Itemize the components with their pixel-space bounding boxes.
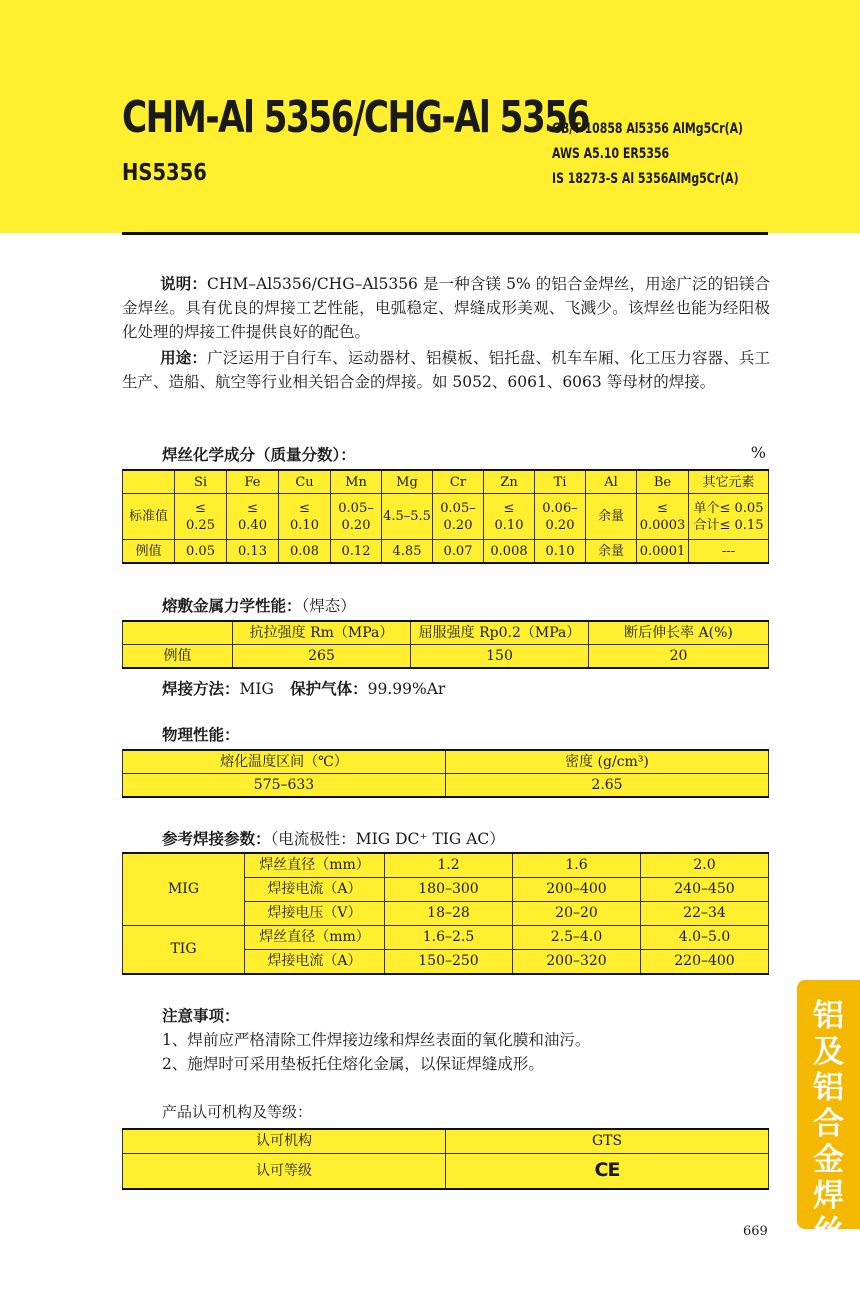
params-cell: 180–300 <box>385 878 513 902</box>
mechanical-cell: 265 <box>233 645 411 669</box>
chemical-header-row <box>123 470 769 494</box>
certification-cell: 认可机构 <box>123 1129 446 1154</box>
chemical-header-cell <box>123 470 175 494</box>
category-side-tab <box>797 980 860 1250</box>
header-divider <box>122 232 768 235</box>
description-text: CHM–Al5356/CHG–Al5356 是一种含镁 5% 的铝合金焊丝，用途广泛的铝镁合金焊丝。具有优良的焊接工艺性能，电弧稳定、焊缝成形美观、飞溅少。该焊丝也能为经阳极化处理的焊接工件提供良好的配色。 <box>122 275 770 341</box>
chemical-example-cell: 0.13 <box>227 540 279 564</box>
chemical-header-cell: Zn <box>484 470 535 494</box>
params-title-note: （电流极性：MIG DC⁺ TIG AC） <box>270 830 505 848</box>
standards-list <box>552 117 743 192</box>
physical-cell: 2.65 <box>446 774 769 798</box>
header-band <box>0 0 860 233</box>
mechanical-header-cell: 抗拉强度 Rm（MPa） <box>233 621 411 645</box>
standard-iso: IS 18273-S Al 5356AlMg5Cr(A) <box>552 171 739 187</box>
standard-aws: AWS A5.10 ER5356 <box>552 146 670 162</box>
chemical-example-cell: 0.0001 <box>637 540 689 564</box>
params-title-text: 参考焊接参数： <box>162 830 271 848</box>
params-cell: 焊接电压（V） <box>245 902 385 926</box>
params-cell: 150–250 <box>385 950 513 975</box>
params-cell: 1.6 <box>513 853 641 878</box>
params-cell: 18–28 <box>385 902 513 926</box>
chemical-example-cell: 例值 <box>123 540 175 564</box>
chemical-standard-cell: ≤ 0.10 <box>484 494 535 540</box>
physical-value-row <box>123 774 769 798</box>
mechanical-cell: 20 <box>589 645 769 669</box>
params-cell: 焊丝直径（mm） <box>245 926 385 950</box>
certification-table <box>122 1128 769 1190</box>
params-table <box>122 852 769 975</box>
shielding-gas-label: 保护气体： <box>290 680 368 698</box>
chemical-table <box>122 469 769 564</box>
chemical-standard-cell: ≤ 0.25 <box>175 494 227 540</box>
params-row <box>123 926 769 950</box>
chemical-standard-cell: 标准值 <box>123 494 175 540</box>
chemical-header-cell: Mg <box>382 470 433 494</box>
chemical-header-cell: Si <box>175 470 227 494</box>
notes-section <box>162 1004 590 1076</box>
params-cell: 4.0–5.0 <box>641 926 769 950</box>
params-cell: 焊接电流（A） <box>245 950 385 975</box>
params-cell: 240–450 <box>641 878 769 902</box>
chemical-standard-cell: 4.5–5.5 <box>382 494 433 540</box>
chemical-standard-cell: 单个≤ 0.05 合计≤ 0.15 <box>689 494 769 540</box>
chemical-example-cell: 0.008 <box>484 540 535 564</box>
chemical-standard-cell: ≤ 0.0003 <box>637 494 689 540</box>
welding-method-value: MIG <box>239 680 274 698</box>
chemical-header-cell: Al <box>586 470 637 494</box>
chemical-example-cell: 0.07 <box>433 540 484 564</box>
params-cell: 200–400 <box>513 878 641 902</box>
ce-mark-icon: CE <box>594 1158 620 1181</box>
mig-label: MIG <box>123 853 245 926</box>
product-subtitle: HS5356 <box>122 160 207 186</box>
chemical-header-cell: Cu <box>279 470 331 494</box>
product-title: CHM-Al 5356/CHG-Al 5356 <box>122 92 589 143</box>
chemical-header-cell: 其它元素 <box>689 470 769 494</box>
mechanical-header-cell: 断后伸长率 A(%) <box>589 621 769 645</box>
description-paragraph <box>122 272 770 344</box>
mechanical-table <box>122 620 769 669</box>
chemical-header-cell: Ti <box>535 470 586 494</box>
page-number: 669 <box>743 1224 768 1239</box>
chemical-example-cell: 0.10 <box>535 540 586 564</box>
mechanical-header-row <box>123 621 769 645</box>
params-cell: 焊丝直径（mm） <box>245 853 385 878</box>
physical-table <box>122 749 769 798</box>
params-title <box>162 827 505 849</box>
params-cell: 20–20 <box>513 902 641 926</box>
params-cell: 2.5–4.0 <box>513 926 641 950</box>
chemical-example-cell: 0.05 <box>175 540 227 564</box>
usage-label: 用途： <box>160 349 208 367</box>
chemical-example-cell: 余量 <box>586 540 637 564</box>
mechanical-header-cell: 屈服强度 Rp0.2（MPa） <box>411 621 589 645</box>
params-row <box>123 853 769 878</box>
certification-row <box>123 1129 769 1154</box>
chemical-standard-cell: 余量 <box>586 494 637 540</box>
mechanical-title-text: 熔敷金属力学性能： <box>162 597 302 615</box>
physical-header-row <box>123 750 769 774</box>
chemical-header-cell: Mn <box>331 470 382 494</box>
notes-title: 注意事项： <box>162 1007 240 1025</box>
params-cell: 1.6–2.5 <box>385 926 513 950</box>
chemical-title: 焊丝化学成分（质量分数）： <box>162 446 356 464</box>
chemical-standard-cell: 0.05– 0.20 <box>331 494 382 540</box>
tig-label: TIG <box>123 926 245 975</box>
physical-title: 物理性能： <box>162 726 240 744</box>
chemical-standard-cell: 0.06– 0.20 <box>535 494 586 540</box>
chemical-header-cell: Be <box>637 470 689 494</box>
mechanical-title-note: （焊态） <box>301 597 356 615</box>
chemical-standard-cell: ≤ 0.10 <box>279 494 331 540</box>
chemical-header-cell: Cr <box>433 470 484 494</box>
chemical-standard-row <box>123 494 769 540</box>
chemical-example-cell: 4.85 <box>382 540 433 564</box>
chemical-standard-cell: 0.05– 0.20 <box>433 494 484 540</box>
certification-title: 产品认可机构及等级： <box>162 1103 313 1121</box>
chemical-example-cell: --- <box>689 540 769 564</box>
chemical-example-cell: 0.08 <box>279 540 331 564</box>
physical-header-cell: 熔化温度区间（℃） <box>123 750 446 774</box>
usage-paragraph <box>122 346 770 394</box>
params-cell: 200–320 <box>513 950 641 975</box>
mechanical-cell: 例值 <box>123 645 233 669</box>
note-item: 1、焊前应严格清除工件焊接边缘和焊丝表面的氧化膜和油污。 <box>162 1031 591 1049</box>
certification-cell: 认可等级 <box>123 1154 446 1190</box>
params-cell: 1.2 <box>385 853 513 878</box>
physical-cell: 575–633 <box>123 774 446 798</box>
chemical-unit: % <box>750 443 766 462</box>
usage-text: 广泛运用于自行车、运动器材、铝模板、铝托盘、机车车厢、化工压力容器、兵工生产、造船、航空等行业相关铝合金的焊接。如 5052、6061、6063 等母材的焊接。 <box>122 349 770 391</box>
certification-cell: GTS <box>446 1129 769 1154</box>
mechanical-example-row <box>123 645 769 669</box>
standard-gb: GB/T 10858 Al5356 AlMg5Cr(A) <box>552 121 744 137</box>
params-cell: 2.0 <box>641 853 769 878</box>
chemical-header-cell: Fe <box>227 470 279 494</box>
params-cell: 22–34 <box>641 902 769 926</box>
category-side-tab-label: 铝 及 铝 合 金 焊 丝 <box>813 998 844 1250</box>
physical-header-cell: 密度 (g/cm³) <box>446 750 769 774</box>
certification-cell <box>446 1154 769 1190</box>
chemical-example-row <box>123 540 769 564</box>
mechanical-title <box>162 594 356 616</box>
shielding-gas-value: 99.99%Ar <box>367 680 446 698</box>
params-cell: 焊接电流（A） <box>245 878 385 902</box>
welding-method-line <box>162 677 445 699</box>
description-label: 说明： <box>160 275 207 293</box>
certification-row <box>123 1154 769 1190</box>
chemical-example-cell: 0.12 <box>331 540 382 564</box>
welding-method-label: 焊接方法： <box>162 680 240 698</box>
params-cell: 220–400 <box>641 950 769 975</box>
note-item: 2、施焊时可采用垫板托住熔化金属，以保证焊缝成形。 <box>162 1055 544 1073</box>
chemical-standard-cell: ≤ 0.40 <box>227 494 279 540</box>
mechanical-header-cell <box>123 621 233 645</box>
mechanical-cell: 150 <box>411 645 589 669</box>
